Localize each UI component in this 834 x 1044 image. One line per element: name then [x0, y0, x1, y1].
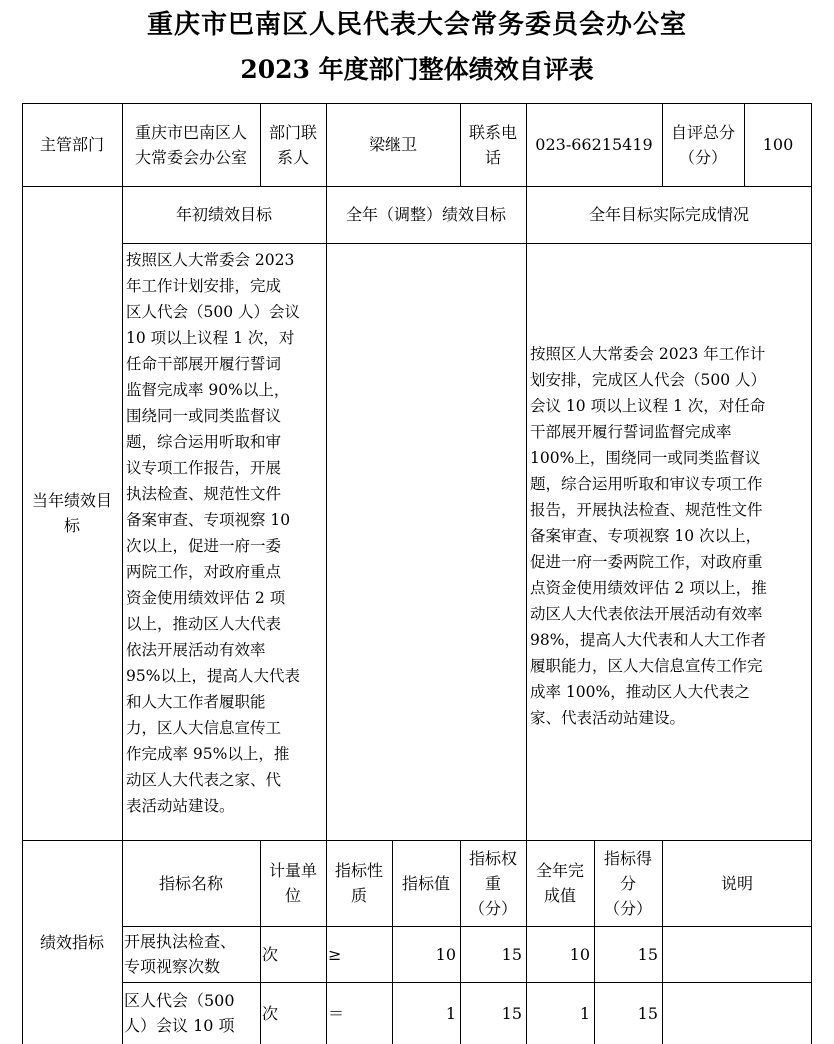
grid-line	[526, 103, 527, 1044]
grid-line	[460, 840, 461, 1044]
grid-line	[662, 103, 663, 186]
actual-completion-text: 按照区人大常委会 2023 年工作计 划安排，完成区人代会（500 人） 会议 10 项以上议程 1 次，对任命 干部展开履行誓词监督完成率 100%上，围绕同一或同类监督议 题，综合运用听取和审议专项工作 报告，开展执法检查、规范性文件 备案审查、专项视察 10 次以上， 促进一府一委两院工作，对政府重 点资金使用绩效评估 2 项以上，推 动区人大代表依法开展活动有效率 98%，提高人大代表和人大工作者 履职能力，区人大信息宣传工作完 成率 100%，推动区人大代表之 家、代表活动站建设。	[530, 345, 767, 727]
col-adjusted-goal: 全年（调整）绩效目标	[345, 205, 506, 224]
contact-value: 梁继卫	[368, 135, 417, 154]
phone-value: 023-66215419	[535, 135, 653, 154]
goals-row-label: 当年绩效目 标	[31, 491, 112, 535]
table-row-1-note	[662, 926, 812, 982]
grid-line	[460, 103, 461, 186]
table-row-2-note	[662, 982, 812, 1044]
score-label: 自评总分 （分）	[670, 122, 735, 167]
grid-line	[744, 103, 745, 186]
table-row-1-value: 10	[435, 944, 456, 964]
contact-label: 部门联 系人	[268, 122, 317, 167]
initial-goal-text: 按照区人大常委会 2023 年工作计划安排，完成 区人代会（500 人）会议 10 项以上议程 1 次，对 任命干部展开履行誓词 监督完成率 90%以上， 围绕同一或同类监督议 题，综合运用听取和审 议专项工作报告，开展 执法检查、规范性文件 备案审查、专项视察 10 次以上，促进一府一委 两院工作，对政府重点 资金使用绩效评估 2 项 以上，推动区人大代表 依法开展活动有效率 95%以上，提高人大代表 和人大工作者履职能 力，区人大信息宣传工 作完成率 95%以上，推 动区人大代表之家、代 表活动站建设。	[126, 251, 301, 815]
grid-line	[594, 840, 595, 1044]
table-row-2-name: 区人代会（500 人）会议 10 项	[124, 991, 235, 1035]
table-row-1-nature: ≥	[328, 944, 342, 964]
grid-line	[662, 840, 663, 1044]
col-actual-completion: 全年目标实际完成情况	[588, 205, 749, 224]
adjusted-goal-text	[326, 247, 526, 837]
grid-line	[260, 103, 261, 186]
grid-line	[392, 840, 393, 1044]
table-row-2-actual: 1	[579, 1003, 590, 1023]
ind-header-actual: 全年完 成值	[535, 861, 584, 905]
table-row-1-score: 15	[637, 944, 658, 964]
table-row-2-unit: 次	[262, 1003, 279, 1023]
grid-line	[326, 103, 327, 1044]
ind-header-note: 说明	[720, 873, 753, 893]
grid-line	[22, 103, 812, 104]
ind-header-score: 指标得 分 （分）	[603, 848, 652, 918]
ind-header-value: 指标值	[401, 873, 450, 893]
ind-header-weight: 指标权 重 （分）	[468, 848, 517, 918]
ind-header-name: 指标名称	[158, 873, 223, 893]
table-row-1-actual: 10	[569, 944, 590, 964]
grid-line	[122, 103, 123, 1044]
grid-line	[122, 243, 812, 244]
grid-line	[811, 103, 812, 1044]
col-initial-goal: 年初绩效目标	[175, 205, 272, 224]
ind-header-nature: 指标性 质	[334, 861, 383, 905]
table-row-1-unit: 次	[262, 944, 279, 964]
table-row-2-value: 1	[445, 1003, 456, 1023]
grid-line	[22, 186, 812, 187]
grid-line	[122, 982, 812, 983]
table-row-1-weight: 15	[501, 944, 522, 964]
dept-value: 重庆市巴南区人 大常委会办公室	[134, 122, 247, 167]
table-row-1-name: 开展执法检查、 专项视察次数	[124, 932, 237, 976]
page-title-line2: 2023 年度部门整体绩效自评表	[240, 55, 594, 84]
ind-header-unit: 计量单 位	[268, 861, 317, 905]
page-title-line1: 重庆市巴南区人民代表大会常务委员会办公室	[146, 10, 687, 40]
table-row-2-weight: 15	[501, 1003, 522, 1023]
grid-line	[122, 926, 812, 927]
indicators-row-label: 绩效指标	[39, 932, 104, 952]
table-row-2-score: 15	[637, 1003, 658, 1023]
phone-label: 联系电 话	[468, 122, 517, 167]
score-value: 100	[762, 135, 794, 154]
dept-label: 主管部门	[39, 135, 104, 154]
grid-line	[22, 103, 23, 1044]
grid-line	[22, 840, 812, 841]
table-row-2-nature: ＝	[328, 1003, 345, 1023]
grid-line	[260, 840, 261, 1044]
